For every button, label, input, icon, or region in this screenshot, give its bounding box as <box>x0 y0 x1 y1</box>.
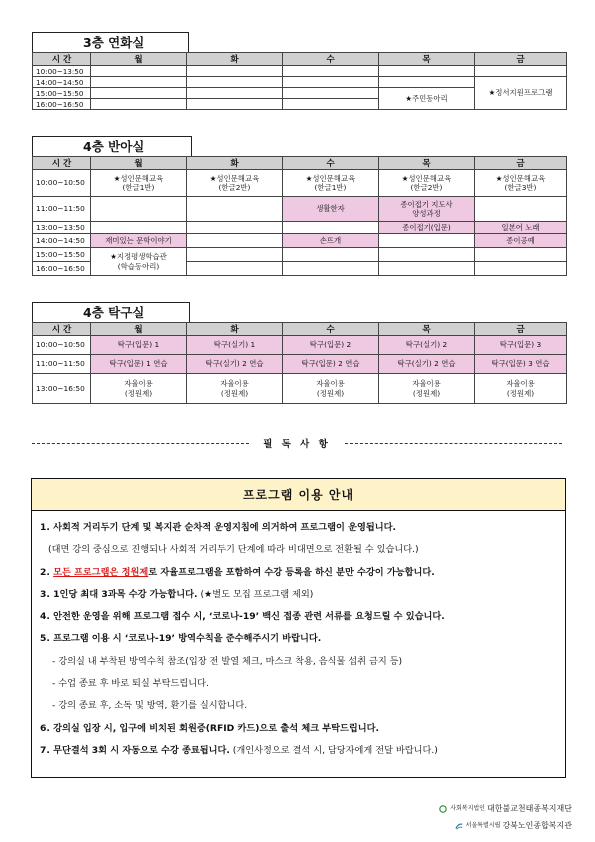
program-class: (한글1반) <box>314 183 347 192</box>
program-notice-box <box>31 478 566 778</box>
program-name: ★성인문해교육 <box>113 173 164 183</box>
program-class: (정원제) <box>412 388 441 398</box>
table-row <box>33 170 567 197</box>
must-read-divider <box>32 436 562 450</box>
program-name: ★성인문해교육 <box>209 173 260 183</box>
program-cell <box>187 170 283 197</box>
table-cell <box>91 77 187 88</box>
time-slot: 11:00~11:50 <box>33 197 91 222</box>
footer-org-name: 대한불교천태종복지재단 <box>486 804 572 813</box>
program-name: ★성인문해교육 <box>495 173 546 183</box>
program-name: ★성인문해교육 <box>401 173 452 183</box>
time-slot: 10:00~10:50 <box>33 336 91 355</box>
program-name: ★지정평생학습관 <box>110 252 167 262</box>
table-header-row <box>33 323 567 336</box>
table-cell <box>283 77 379 88</box>
footer-small-label: 사회복지법인 <box>450 805 485 812</box>
time-slot: 11:00~11:50 <box>33 355 91 374</box>
seoul-logo-icon <box>455 822 463 830</box>
table-cell <box>475 66 567 77</box>
program-class: (정원제) <box>506 388 535 398</box>
day-header-wed: 수 <box>283 323 379 336</box>
time-header: 시 간 <box>33 53 91 66</box>
table-row <box>33 336 567 355</box>
program-cell: 탁구(실기) 2 연습 <box>379 355 475 374</box>
program-cell: 일본어 노래 <box>475 222 567 234</box>
table-cell <box>379 66 475 77</box>
program-class: (정원제) <box>220 388 249 398</box>
table-row <box>33 374 567 404</box>
table-cell <box>91 66 187 77</box>
table-cell <box>187 77 283 88</box>
item-note: (★별도 모집 프로그램 제외) <box>197 588 314 600</box>
table-cell <box>187 66 283 77</box>
notice-item-4: 4. 안전한 운영을 위해 프로그램 접수 시, ‘코로나-19’ 백신 접종 관련 서류를 요청드릴 수 있습니다. <box>40 611 445 623</box>
table-cell <box>91 99 187 110</box>
schedule-table <box>32 52 567 110</box>
time-slot: 10:00~10:50 <box>33 170 91 197</box>
footer-org-name: 강북노인종합복지관 <box>502 821 572 830</box>
day-header-mon: 월 <box>91 157 187 170</box>
dashed-line <box>32 443 249 444</box>
day-header-wed: 수 <box>283 157 379 170</box>
table-cell <box>187 222 283 234</box>
program-cell: 탁구(입문) 3 연습 <box>475 355 567 374</box>
program-cell: 탁구(입문) 3 <box>475 336 567 355</box>
day-header-fri: 금 <box>475 157 567 170</box>
program-cell <box>91 374 187 404</box>
notice-title: 프로그램 이용 안내 <box>32 479 565 511</box>
schedule-table <box>32 156 567 276</box>
program-name: 종이접기 지도사 <box>400 199 453 209</box>
table-cell <box>379 234 475 248</box>
program-cell: ★주민동아리 <box>379 88 475 110</box>
program-name: ★성인문해교육 <box>305 173 356 183</box>
notice-item-6: 6. 강의실 입장 시, 입구에 비치된 회원증(RFID 카드)으로 출석 체크 부탁드립니다. <box>40 722 380 734</box>
table-cell <box>379 77 475 88</box>
program-cell <box>187 374 283 404</box>
schedule-table <box>32 322 567 404</box>
day-header-fri: 금 <box>475 53 567 66</box>
table-cell <box>475 262 567 276</box>
program-cell: 탁구(실기) 2 연습 <box>187 355 283 374</box>
program-class: (한글1반) <box>122 183 155 192</box>
table-cell <box>187 248 283 262</box>
day-header-tue: 화 <box>187 323 283 336</box>
program-class: (정원제) <box>316 388 345 398</box>
table-row <box>33 66 567 77</box>
room-title: 4층 반아실 <box>32 136 192 156</box>
notice-item-1: 1. 사회적 거리두기 단계 및 복지관 순차적 운영지침에 의거하여 프로그램이 운영됩니다. <box>40 522 396 533</box>
program-class: (정원제) <box>124 388 153 398</box>
program-cell: 손뜨개 <box>283 234 379 248</box>
time-slot: 16:00~16:50 <box>33 262 91 276</box>
table-cell <box>187 99 283 110</box>
schedule-room-3f-yeonhwa <box>32 32 566 122</box>
day-header-mon: 월 <box>91 53 187 66</box>
day-header-fri: 금 <box>475 323 567 336</box>
emphasis-text: 모든 프로그램은 정원제 <box>53 566 149 578</box>
day-header-mon: 월 <box>91 323 187 336</box>
program-name: 자율이용 <box>124 379 153 389</box>
program-cell: 탁구(입문) 2 <box>283 336 379 355</box>
table-cell <box>283 88 379 99</box>
program-cell <box>475 170 567 197</box>
table-row <box>33 222 567 234</box>
table-cell <box>187 262 283 276</box>
day-header-thu: 목 <box>379 323 475 336</box>
notice-item-1-sub: (대면 강의 중심으로 진행되나 사회적 거리두기 단계에 따라 비대면으로 전환될 수 있습니다.) <box>48 544 419 556</box>
day-header-thu: 목 <box>379 53 475 66</box>
program-cell <box>91 170 187 197</box>
program-name: 자율이용 <box>412 379 441 389</box>
schedule-room-4f-bana <box>32 136 566 286</box>
time-slot: 10:00~13:50 <box>33 66 91 77</box>
program-cell: 탁구(입문) 1 <box>91 336 187 355</box>
program-cell: 종이접기(입문) <box>379 222 475 234</box>
schedule-room-4f-table-tennis <box>32 302 566 407</box>
day-header-thu: 목 <box>379 157 475 170</box>
room-title: 3층 연화실 <box>32 32 189 52</box>
table-header-row <box>33 53 567 66</box>
program-cell: 탁구(실기) 2 <box>379 336 475 355</box>
lotus-logo-icon <box>439 805 447 813</box>
table-cell <box>283 222 379 234</box>
table-cell <box>91 222 187 234</box>
program-cell: 재미있는 문학이야기 <box>91 234 187 248</box>
item-text: 로 자율프로그램을 포함하여 수강 등록을 하신 분만 수강이 가능합니다. <box>148 566 435 578</box>
room-title: 4층 탁구실 <box>32 302 190 322</box>
day-header-tue: 화 <box>187 53 283 66</box>
program-cell: 종이공예 <box>475 234 567 248</box>
program-class: (한글2반) <box>218 183 251 192</box>
time-header: 시 간 <box>33 157 91 170</box>
program-cell <box>283 170 379 197</box>
table-cell <box>283 248 379 262</box>
item-text: 3. 1인당 최대 3과목 수강 가능합니다. <box>40 588 198 600</box>
table-cell <box>475 197 567 222</box>
table-cell <box>283 66 379 77</box>
notice-item-5: 5. 프로그램 이용 시 ‘코로나-19’ 방역수칙을 준수해주시기 바랍니다. <box>40 633 322 645</box>
program-cell <box>379 197 475 222</box>
table-cell <box>187 197 283 222</box>
program-class: (학습동아리) <box>117 261 160 271</box>
time-slot: 15:00~15:50 <box>33 88 91 99</box>
notice-body <box>32 511 565 762</box>
item-text: 7. 무단결석 3회 시 자동으로 수강 종료됩니다. <box>40 744 230 756</box>
program-cell <box>91 248 187 276</box>
table-row <box>33 197 567 222</box>
time-slot: 13:00~16:50 <box>33 374 91 404</box>
program-cell <box>475 374 567 404</box>
time-slot: 15:00~15:50 <box>33 248 91 262</box>
program-cell: 탁구(입문) 2 연습 <box>283 355 379 374</box>
program-name: 자율이용 <box>316 379 345 389</box>
program-cell <box>283 374 379 404</box>
footer-center <box>392 817 572 834</box>
notice-item-7 <box>40 740 557 762</box>
time-slot: 13:00~13:50 <box>33 222 91 234</box>
program-cell: ★정서지원프로그램 <box>475 77 567 110</box>
program-cell <box>379 374 475 404</box>
dashed-line <box>345 443 562 444</box>
time-header: 시 간 <box>33 323 91 336</box>
time-slot: 14:00~14:50 <box>33 77 91 88</box>
table-cell <box>379 248 475 262</box>
table-cell <box>379 262 475 276</box>
program-cell: 탁구(입문) 1 연습 <box>91 355 187 374</box>
table-cell <box>475 248 567 262</box>
table-header-row <box>33 157 567 170</box>
item-note: (개인사정으로 결석 시, 담당자에게 전달 바랍니다.) <box>229 744 438 756</box>
program-cell <box>379 170 475 197</box>
program-name: 자율이용 <box>220 379 249 389</box>
item-number: 2. <box>40 566 54 578</box>
notice-item-5-c: - 강의 종료 후, 소독 및 방역, 환기를 실시합니다. <box>52 700 248 712</box>
program-name: 양성과정 <box>412 209 441 218</box>
program-class: (한글3반) <box>504 183 537 192</box>
notice-item-5-a: - 강의실 내 부착된 방역수칙 참조(입장 전 발열 체크, 마스크 착용, 음식물 섭취 금지 등) <box>52 655 403 667</box>
day-header-tue: 화 <box>187 157 283 170</box>
time-slot: 16:00~16:50 <box>33 99 91 110</box>
program-class: (한글2반) <box>410 183 443 192</box>
footer-foundation <box>392 800 572 817</box>
notice-item-5-b: - 수업 종료 후 바로 퇴실 부탁드립니다. <box>52 678 209 690</box>
program-cell: 탁구(실기) 1 <box>187 336 283 355</box>
table-row <box>33 355 567 374</box>
time-slot: 14:00~14:50 <box>33 234 91 248</box>
notice-item-2 <box>40 562 557 584</box>
divider-label: 필 독 사 항 <box>263 439 331 450</box>
day-header-wed: 수 <box>283 53 379 66</box>
footer-organization <box>392 800 572 834</box>
table-cell <box>91 197 187 222</box>
table-cell <box>91 88 187 99</box>
footer-small-label: 서울특별시립 <box>465 822 501 829</box>
table-row <box>33 234 567 248</box>
table-row <box>33 248 567 262</box>
table-cell <box>283 99 379 110</box>
table-row <box>33 77 567 88</box>
program-cell: 생활한자 <box>283 197 379 222</box>
table-cell <box>187 88 283 99</box>
program-name: 자율이용 <box>506 379 535 389</box>
notice-item-3 <box>40 584 557 606</box>
table-cell <box>283 262 379 276</box>
table-cell <box>187 234 283 248</box>
